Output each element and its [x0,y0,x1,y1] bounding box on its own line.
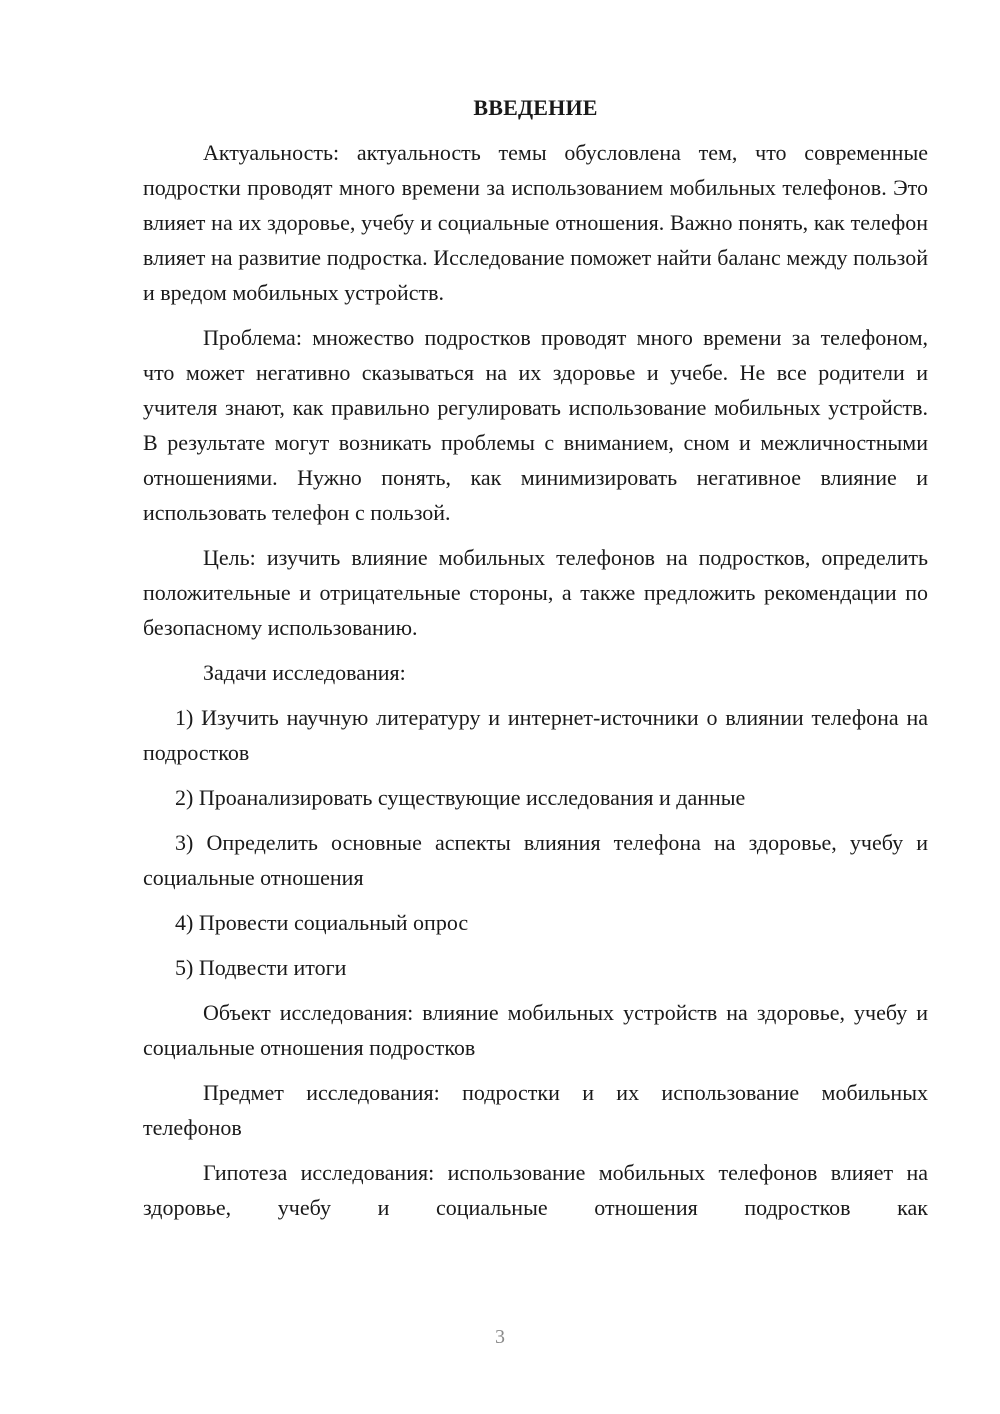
page-content [143,90,928,1225]
page-title: ВВЕДЕНИЕ [473,95,598,120]
task-item-3: 3) Определить основные аспекты влияния телефона на здоровье, учебу и социальные отношения [143,830,928,890]
subject-paragraph: Предмет исследования: подростки и их использование мобильных телефонов [143,1080,928,1140]
task-item-2: 2) Проанализировать существующие исследования и данные [175,785,746,810]
object-paragraph: Объект исследования: влияние мобильных устройств на здоровье, учебу и социальные отношения подростков [143,1000,928,1060]
goal-paragraph: Цель: изучить влияние мобильных телефонов на подростков, определить положительные и отрицательные стороны, а также предложить рекомендации по безопасному использованию. [143,545,928,640]
page-number: 3 [495,1326,505,1348]
task-item-5: 5) Подвести итоги [175,955,347,980]
tasks-heading: Задачи исследования: [203,660,406,685]
hypothesis-paragraph: Гипотеза исследования: использование мобильных телефонов влияет на здоровье, учебу и социальные отношения подростков как [143,1160,928,1220]
task-item-1: 1) Изучить научную литературу и интернет-источники о влиянии телефона на подростков [143,705,928,765]
task-item-4: 4) Провести социальный опрос [175,910,469,935]
relevance-paragraph: Актуальность: актуальность темы обусловлена тем, что современные подростки проводят много времени за использованием мобильных телефонов. Это влияет на их здоровье, учебу и социальные отношения. Важно понять, как телефон влияет на развитие подростка. Исследование поможет найти баланс между пользой и вредом мобильных устройств. [143,140,928,305]
problem-paragraph: Проблема: множество подростков проводят много времени за телефоном, что может негативно сказываться на их здоровье и учебе. Не все родители и учителя знают, как правильно регулировать использование мобильных устройств. В результате могут возникать проблемы с вниманием, сном и межличностными отношениями. Нужно понять, как минимизировать негативное влияние и использовать телефон с пользой. [143,325,928,525]
